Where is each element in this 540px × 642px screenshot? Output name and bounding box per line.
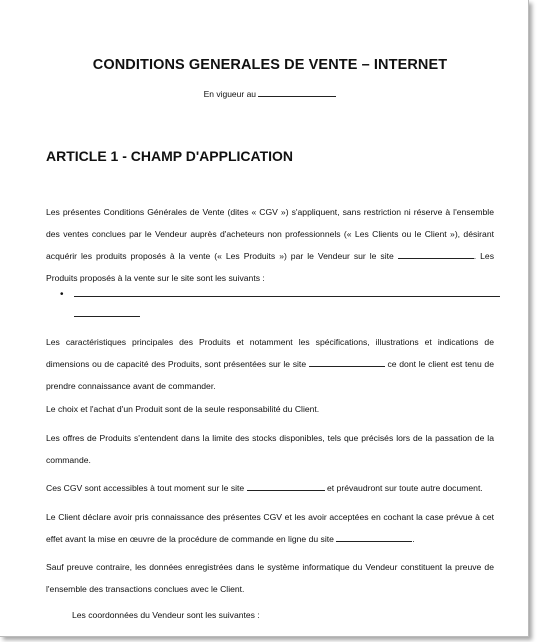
paragraph-scope [46,201,494,289]
text-line: l'ensemble des transactions conclues avec le Client. [46,584,245,594]
text-line: prendre connaissance avant de commander. [46,381,216,391]
text-line: Les présentes Conditions Générales de Vente (dites « CGV ») s'appliquent, sans restriction ni réserve à l'ensemble [46,207,494,217]
site-blank[interactable] [309,358,385,367]
text-line [46,528,494,550]
text-segment: . [412,534,415,544]
text-line: Les caractéristiques principales des Produits et notamment les spécifications, illustrations et indications de [46,337,494,347]
text-segment: acquérir les produits proposés à la vente (« Les Produits ») par le Vendeur sur le site [46,251,394,261]
paragraph-accessibility [46,477,494,499]
paragraph-choice [46,398,494,420]
effective-date-line [0,88,540,99]
text-line: Le choix et l'achat d'un Produit sont de la seule responsabilité du Client. [46,404,320,414]
article-1-heading: ARTICLE 1 - CHAMP D'APPLICATION [46,148,294,164]
text-line [46,353,494,375]
text-line: Le Client déclare avoir pris connaissance des présentes CGV et les avoir acceptées en cochant la case prévue à cet [46,512,494,522]
text-segment: effet avant la mise en œuvre de la procédure de commande en ligne du site [46,534,334,544]
text-segment: dimensions ou de capacité des Produits, sont présentées sur le site [46,359,307,369]
text-segment: . Les [473,251,494,261]
text-line [46,477,494,499]
paragraph-acceptance [46,506,494,550]
text-line: commande. [46,455,91,465]
product-blank-line[interactable] [74,296,500,297]
text-line: Les offres de Produits s'entendent dans la limite des stocks disponibles, tels que précisés lors de la passation de la [46,433,494,443]
document-title: CONDITIONS GENERALES DE VENTE – INTERNET [92,57,448,73]
text-segment: Ces CGV sont accessibles à tout moment sur le site [46,483,245,493]
paragraph-evidence [46,556,494,600]
text-line: Sauf preuve contraire, les données enregistrées dans le système informatique du Vendeur constituent la preuve de [46,562,494,572]
site-blank[interactable] [247,482,325,491]
paragraph-characteristics [46,331,494,397]
bullet-icon: • [60,289,64,300]
effective-date-label: En vigueur au [203,89,257,99]
text-segment: et prévaudront sur toute autre document. [327,483,483,493]
paragraph-offers [46,427,494,471]
text-line: des ventes conclues par le Vendeur auprès d'acheteurs non professionnels (« Les Clients ou le Client »), désirant [46,229,494,239]
site-blank[interactable] [336,533,415,544]
text-segment: ce dont le client est tenu de [387,359,494,369]
effective-date-blank[interactable] [258,88,336,97]
site-blank[interactable] [398,250,474,259]
product-blank-line-continued[interactable] [74,316,140,317]
text-line: Produits proposés à la vente sur le site sont les suivants : [46,273,265,283]
seller-coordinates-intro: Les coordonnées du Vendeur sont les suivantes : [72,610,260,620]
text-line [46,245,494,267]
